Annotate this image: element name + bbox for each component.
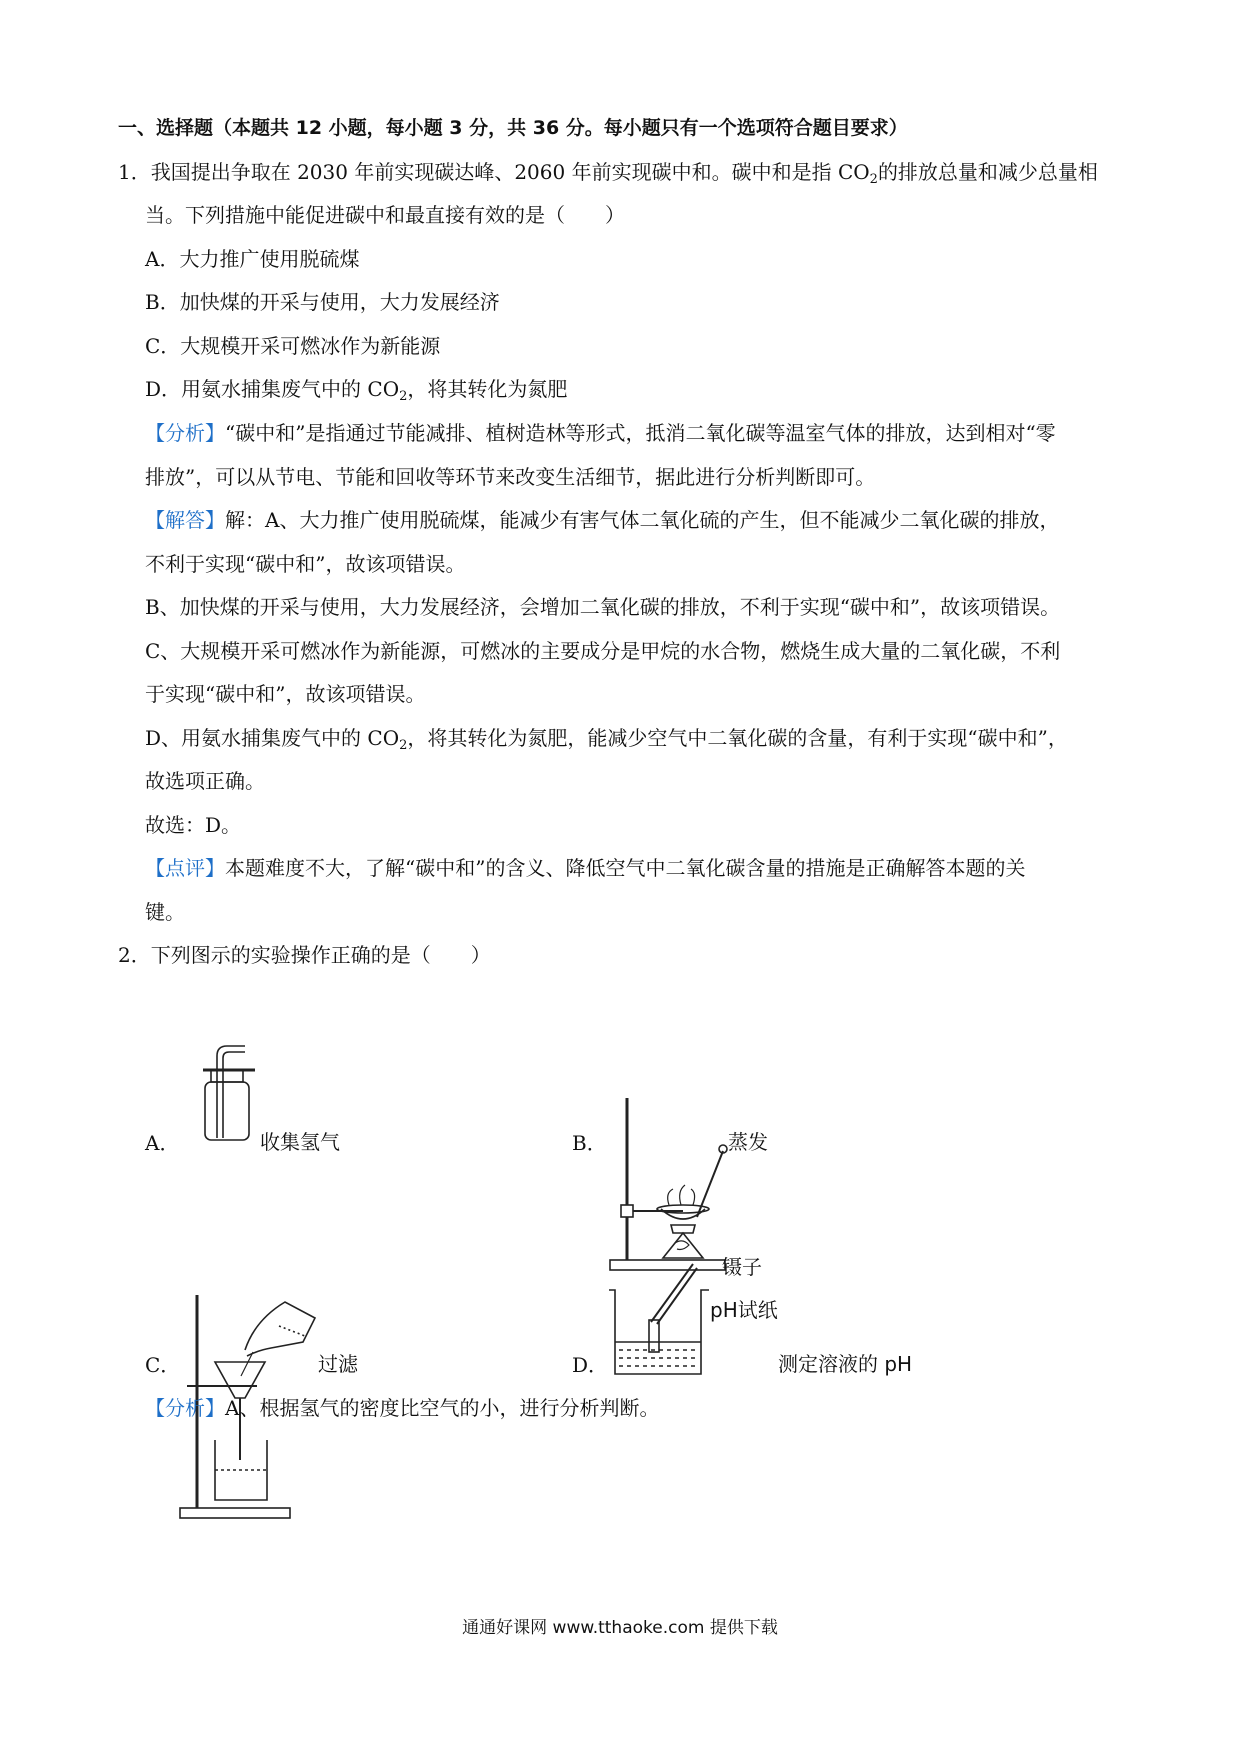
q1-answer-line6	[145, 723, 1068, 761]
q1-option-d-subscript: 2	[399, 389, 408, 404]
q2-stem: 2．下列图示的实验操作正确的是（ ）	[118, 943, 491, 967]
q1-option-d-text-b: ，将其转化为氮肥	[407, 377, 568, 401]
q2-label-ph-paper: pH试纸	[710, 1298, 778, 1322]
q1-stem-text-b: 的排放总量和减少总量相	[877, 160, 1098, 184]
q2-analysis-text: A、根据氢气的密度比空气的小，进行分析判断。	[225, 1396, 660, 1420]
q2-option-a-letter: A．	[145, 1131, 180, 1155]
q1-answer-line6-subscript: 2	[399, 738, 408, 753]
figure-evaporation	[605, 1093, 730, 1273]
q1-answer-line3: B、加快煤的开采与使用，大力发展经济，会增加二氧化碳的排放，不利于实现“碳中和”，故该项错误。	[145, 595, 1061, 619]
q2-label-tweezers: 镊子	[722, 1255, 762, 1279]
page-footer: 通通好课网 www.tthaoke.com 提供下载	[462, 1618, 778, 1638]
q1-answer-line5: 于实现“碳中和”，故该项错误。	[145, 682, 426, 706]
q1-option-b: B．加快煤的开采与使用，大力发展经济	[145, 290, 500, 314]
q2-analysis-tag: 【分析】	[145, 1396, 225, 1420]
q1-analysis-text: “碳中和”是指通过节能减排、植树造林等形式，抵消二氧化碳等温室气体的排放，达到相对“零	[225, 421, 1056, 445]
q2-option-c-caption: 过滤	[318, 1352, 358, 1376]
q2-option-d-caption: 测定溶液的 pH	[778, 1352, 913, 1376]
q2-option-b-caption: 蒸发	[728, 1130, 768, 1154]
q1-answer-tag: 【解答】	[145, 508, 225, 532]
q1-analysis-line1	[145, 418, 1056, 448]
q2-option-c-letter: C．	[145, 1353, 181, 1377]
q1-option-a: A．大力推广使用脱硫煤	[145, 247, 360, 271]
q1-stem-line1	[118, 157, 1098, 195]
q1-answer-line6-text-a: D、用氨水捕集废气中的 CO	[145, 726, 400, 750]
q1-answer-line2: 不利于实现“碳中和”，故该项错误。	[145, 552, 466, 576]
q1-answer-text: 解：A、大力推广使用脱硫煤，能减少有害气体二氧化硫的产生，但不能减少二氧化碳的排放，	[225, 508, 1060, 532]
q1-comment-line2: 键。	[145, 900, 185, 924]
q1-stem-text-a: 1．我国提出争取在 2030 年前实现碳达峰、2060 年前实现碳中和。碳中和是指 CO	[118, 160, 870, 184]
q1-answer-line4: C、大规模开采可燃冰作为新能源，可燃冰的主要成分是甲烷的水合物，燃烧生成大量的二氧化碳，不利	[145, 639, 1061, 663]
q2-option-a-caption: 收集氢气	[260, 1130, 340, 1154]
q1-stem-subscript: 2	[869, 172, 878, 187]
figure-gas-collection	[175, 1042, 265, 1142]
q1-answer-line7: 故选项正确。	[145, 769, 265, 793]
q1-comment-tag: 【点评】	[145, 856, 225, 880]
q2-option-b-letter: B．	[572, 1131, 607, 1155]
q1-analysis-line2: 排放”，可以从节电、节能和回收等环节来改变生活细节，据此进行分析判断即可。	[145, 465, 876, 489]
q1-option-d	[145, 374, 567, 412]
q1-comment-text: 本题难度不大，了解“碳中和”的含义、降低空气中二氧化碳含量的措施是正确解答本题的关	[225, 856, 1026, 880]
q2-analysis-line1	[145, 1393, 659, 1423]
q1-option-c: C．大规模开采可燃冰作为新能源	[145, 334, 441, 358]
q1-answer-line8: 故选：D。	[145, 813, 242, 837]
q2-option-d-letter: D．	[572, 1353, 609, 1377]
q1-stem-line2: 当。下列措施中能促进碳中和最直接有效的是（ ）	[145, 203, 625, 227]
figure-ph-measurement	[605, 1260, 715, 1380]
q1-comment-line1	[145, 853, 1025, 883]
q1-answer-line1	[145, 505, 1059, 535]
q1-analysis-tag: 【分析】	[145, 421, 225, 445]
q1-answer-line6-text-b: ，将其转化为氮肥，能减少空气中二氧化碳的含量，有利于实现“碳中和”，	[407, 726, 1068, 750]
q1-option-d-text-a: D．用氨水捕集废气中的 CO	[145, 377, 400, 401]
section-header: 一、选择题（本题共 12 小题，每小题 3 分，共 36 分。每小题只有一个选项符合题目要求）	[118, 117, 908, 139]
